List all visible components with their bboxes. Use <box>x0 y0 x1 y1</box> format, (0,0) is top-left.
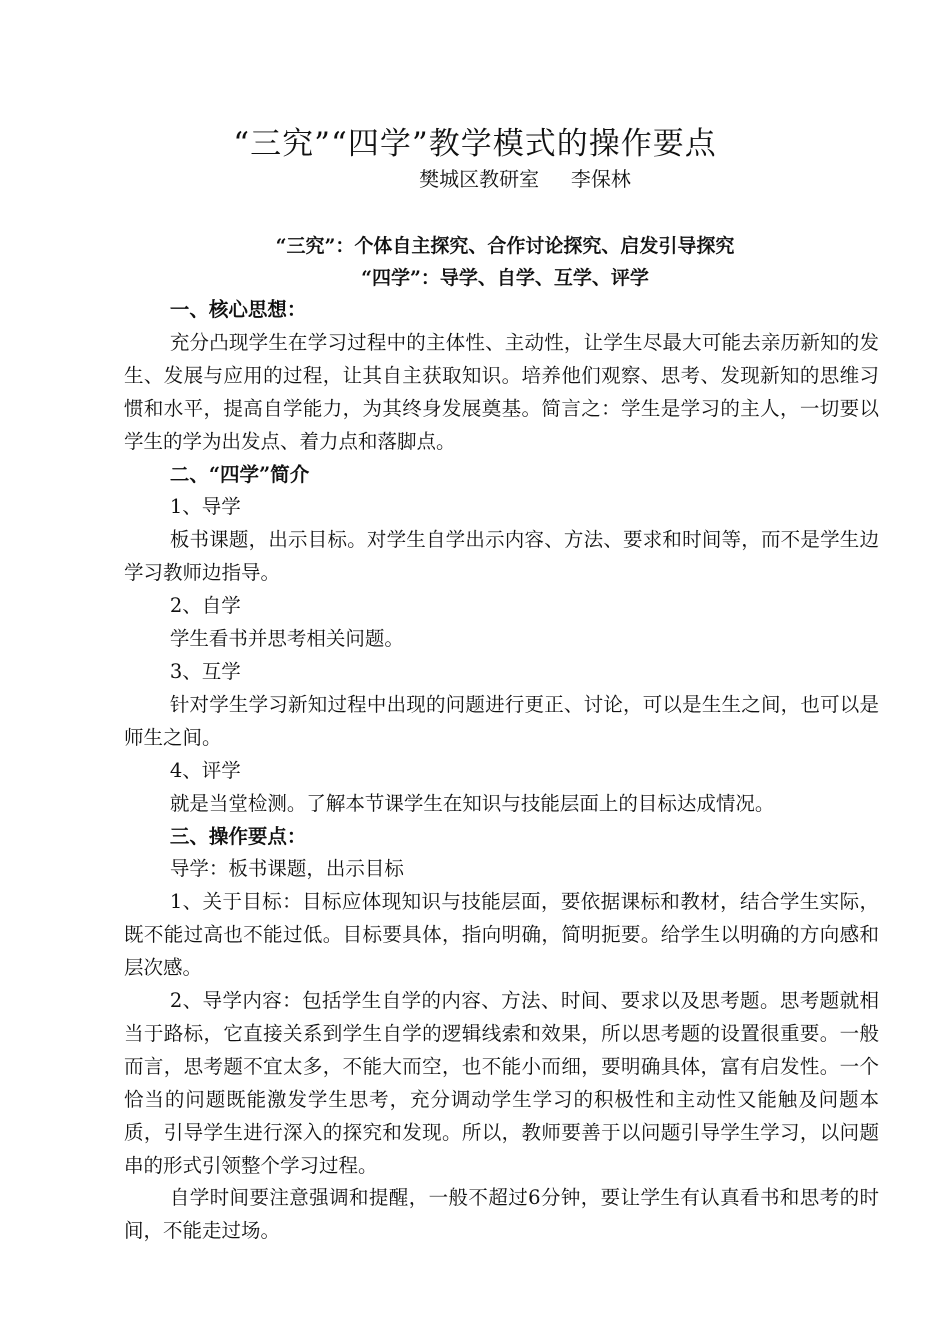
item-heading-zixue: 2、自学 <box>169 594 241 618</box>
paragraph-daoxue: 板书课题，出示目标。对学生自学出示内容、方法、要求和时间等，而不是学生边学习教师边指导。 <box>124 528 879 585</box>
paragraph-core-idea: 充分凸现学生在学习过程中的主体性、主动性，让学生尽最大可能去亲历新知的发生、发展与应用的过程，让其自主获取知识。培养他们观察、思考、发现新知的思维习惯和水平，提高自学能力，为其终身发展奠基。简言之：学生是学习的主人，一切要以学生的学为出发点、着力点和落脚点。 <box>124 330 879 453</box>
document-title: “三究”“四学”教学模式的操作要点 <box>233 126 717 162</box>
paragraph-zixue: 学生看书并思考相关问题。 <box>169 627 404 651</box>
document-body <box>124 294 879 1248</box>
paragraph-daoxue-summary: 导学：板书课题，出示目标 <box>169 857 404 881</box>
section-heading-key-points: 三、操作要点： <box>169 824 307 848</box>
author-line: 樊城区教研室 李保林 <box>419 167 631 191</box>
item-heading-pingxue: 4、评学 <box>169 758 241 782</box>
item-heading-huxue: 3、互学 <box>169 659 241 683</box>
paragraph-huxue: 针对学生学习新知过程中出现的问题进行更正、讨论，可以是生生之间，也可以是师生之间。 <box>124 692 879 749</box>
paragraph-daoxue-content: 2、导学内容：包括学生自学的内容、方法、时间、要求以及思考题。思考题就相当于路标，它直接关系到学生自学的逻辑线索和效果，所以思考题的设置很重要。一般而言，思考题不宜太多，不能大而空，也不能小而细，要明确具体，富有启发性。一个恰当的问题既能激发学生思考，充分调动学生学习的积极性和主动性又能触及问题本质，引导学生进行深入的探究和发现。所以，教师要善于以问题引导学生学习，以问题串的形式引领整个学习过程。 <box>124 989 879 1177</box>
subtitle-si-xue: “四学”：导学、自学、互学、评学 <box>361 267 649 289</box>
item-heading-daoxue: 1、导学 <box>169 495 241 519</box>
paragraph-pingxue: 就是当堂检测。了解本节课学生在知识与技能层面上的目标达成情况。 <box>169 791 775 815</box>
section-heading-si-xue-intro: 二、“四学”简介 <box>169 462 310 486</box>
section-heading-core-idea: 一、核心思想： <box>169 298 307 321</box>
paragraph-goals: 1、关于目标：目标应体现知识与技能层面，要依据课标和教材，结合学生实际，既不能过高也不能过低。目标要具体，指向明确，简明扼要。给学生以明确的方向感和层次感。 <box>124 890 879 980</box>
paragraph-self-study-time: 自学时间要注意强调和提醒，一般不超过6分钟，要让学生有认真看书和思考的时间，不能走过场。 <box>124 1186 879 1243</box>
subtitle-san-jiu: “三究”：个体自主探究、合作讨论探究、启发引导探究 <box>275 235 735 257</box>
